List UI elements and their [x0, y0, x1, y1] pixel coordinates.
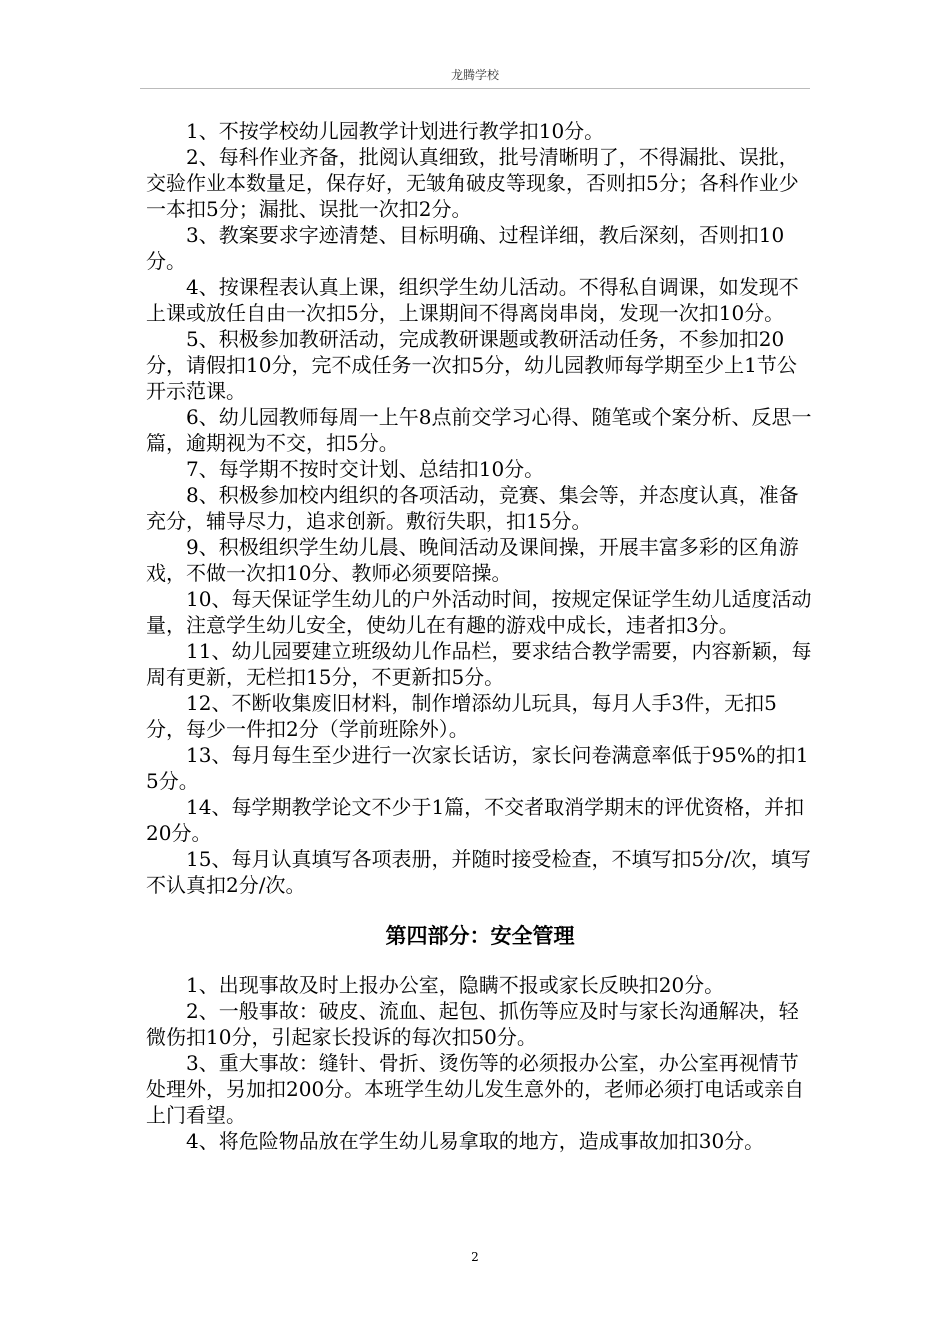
rule-item-3-3: 3、教案要求字迹清楚、目标明确、过程详细，教后深刻，否则扣10分。 — [146, 223, 785, 273]
section-four-title: 第四部分：安全管理 — [385, 924, 575, 948]
rule-item-4-1: 1、出现事故及时上报办公室，隐瞒不报或家长反映扣20分。 — [186, 973, 725, 997]
page-header: 龙腾学校 — [450, 68, 499, 82]
header-divider — [140, 88, 810, 89]
rule-item-4-2: 2、一般事故：破皮、流血、起包、抓伤等应及时与家长沟通解决，轻微伤扣10分，引起家长投诉的每次扣50分。 — [146, 999, 799, 1049]
rule-item-3-8: 8、积极参加校内组织的各项活动，竞赛、集会等，并态度认真，准备充分，辅导尽力，追求创新。敷衍失职，扣15分。 — [146, 483, 799, 533]
rule-item-3-12: 12、不断收集废旧材料，制作增添幼儿玩具，每月人手3件，无扣5分，每少一件扣2分（学前班除外）。 — [146, 691, 777, 741]
section-three-list — [146, 118, 814, 898]
rule-item-4-4: 4、将危险物品放在学生幼儿易拿取的地方，造成事故加扣30分。 — [186, 1129, 765, 1153]
document-body — [146, 118, 814, 1154]
rule-item-3-14: 14、每学期教学论文不少于1篇，不交者取消学期末的评优资格，并扣20分。 — [146, 795, 805, 845]
rule-item-3-10: 10、每天保证学生幼儿的户外活动时间，按规定保证学生幼儿适度活动量，注意学生幼儿安全，使幼儿在有趣的游戏中成长，违者扣3分。 — [146, 587, 812, 637]
rule-item-3-5: 5、积极参加教研活动，完成教研课题或教研活动任务，不参加扣20分，请假扣10分，完不成任务一次扣5分，幼儿园教师每学期至少上1节公开示范课。 — [146, 327, 797, 403]
rule-item-3-6: 6、幼儿园教师每周一上午8点前交学习心得、随笔或个案分析、反思一篇，逾期视为不交，扣5分。 — [146, 405, 812, 455]
rule-item-3-15: 15、每月认真填写各项表册，并随时接受检查，不填写扣5分/次，填写不认真扣2分/次。 — [146, 847, 811, 897]
rule-item-3-1: 1、不按学校幼儿园教学计划进行教学扣10分。 — [186, 119, 605, 143]
rule-item-3-2: 2、每科作业齐备，批阅认真细致，批号清晰明了，不得漏批、误批，交验作业本数量足，保存好，无皱角破皮等现象，否则扣5分；各科作业少一本扣5分；漏批、误批一次扣2分。 — [146, 145, 799, 221]
section-four-list — [146, 972, 814, 1154]
rule-item-3-13: 13、每月每生至少进行一次家长话访，家长问卷满意率低于95%的扣15分。 — [146, 743, 809, 793]
rule-item-3-9: 9、积极组织学生幼儿晨、晚间活动及课间操，开展丰富多彩的区角游戏，不做一次扣10分、教师必须要陪操。 — [146, 535, 799, 585]
rule-item-3-7: 7、每学期不按时交计划、总结扣10分。 — [186, 457, 545, 481]
rule-item-3-4: 4、按课程表认真上课，组织学生幼儿活动。不得私自调课，如发现不上课或放任自由一次扣5分，上课期间不得离岗串岗，发现一次扣10分。 — [146, 275, 799, 325]
rule-item-4-3: 3、重大事故：缝针、骨折、烫伤等的必须报办公室，办公室再视情节处理外，另加扣200分。本班学生幼儿发生意外的，老师必须打电话或亲自上门看望。 — [146, 1051, 805, 1127]
rule-item-3-11: 11、幼儿园要建立班级幼儿作品栏，要求结合教学需要，内容新颖，每周有更新，无栏扣15分，不更新扣5分。 — [146, 639, 812, 689]
page-number: 2 — [471, 1250, 479, 1264]
